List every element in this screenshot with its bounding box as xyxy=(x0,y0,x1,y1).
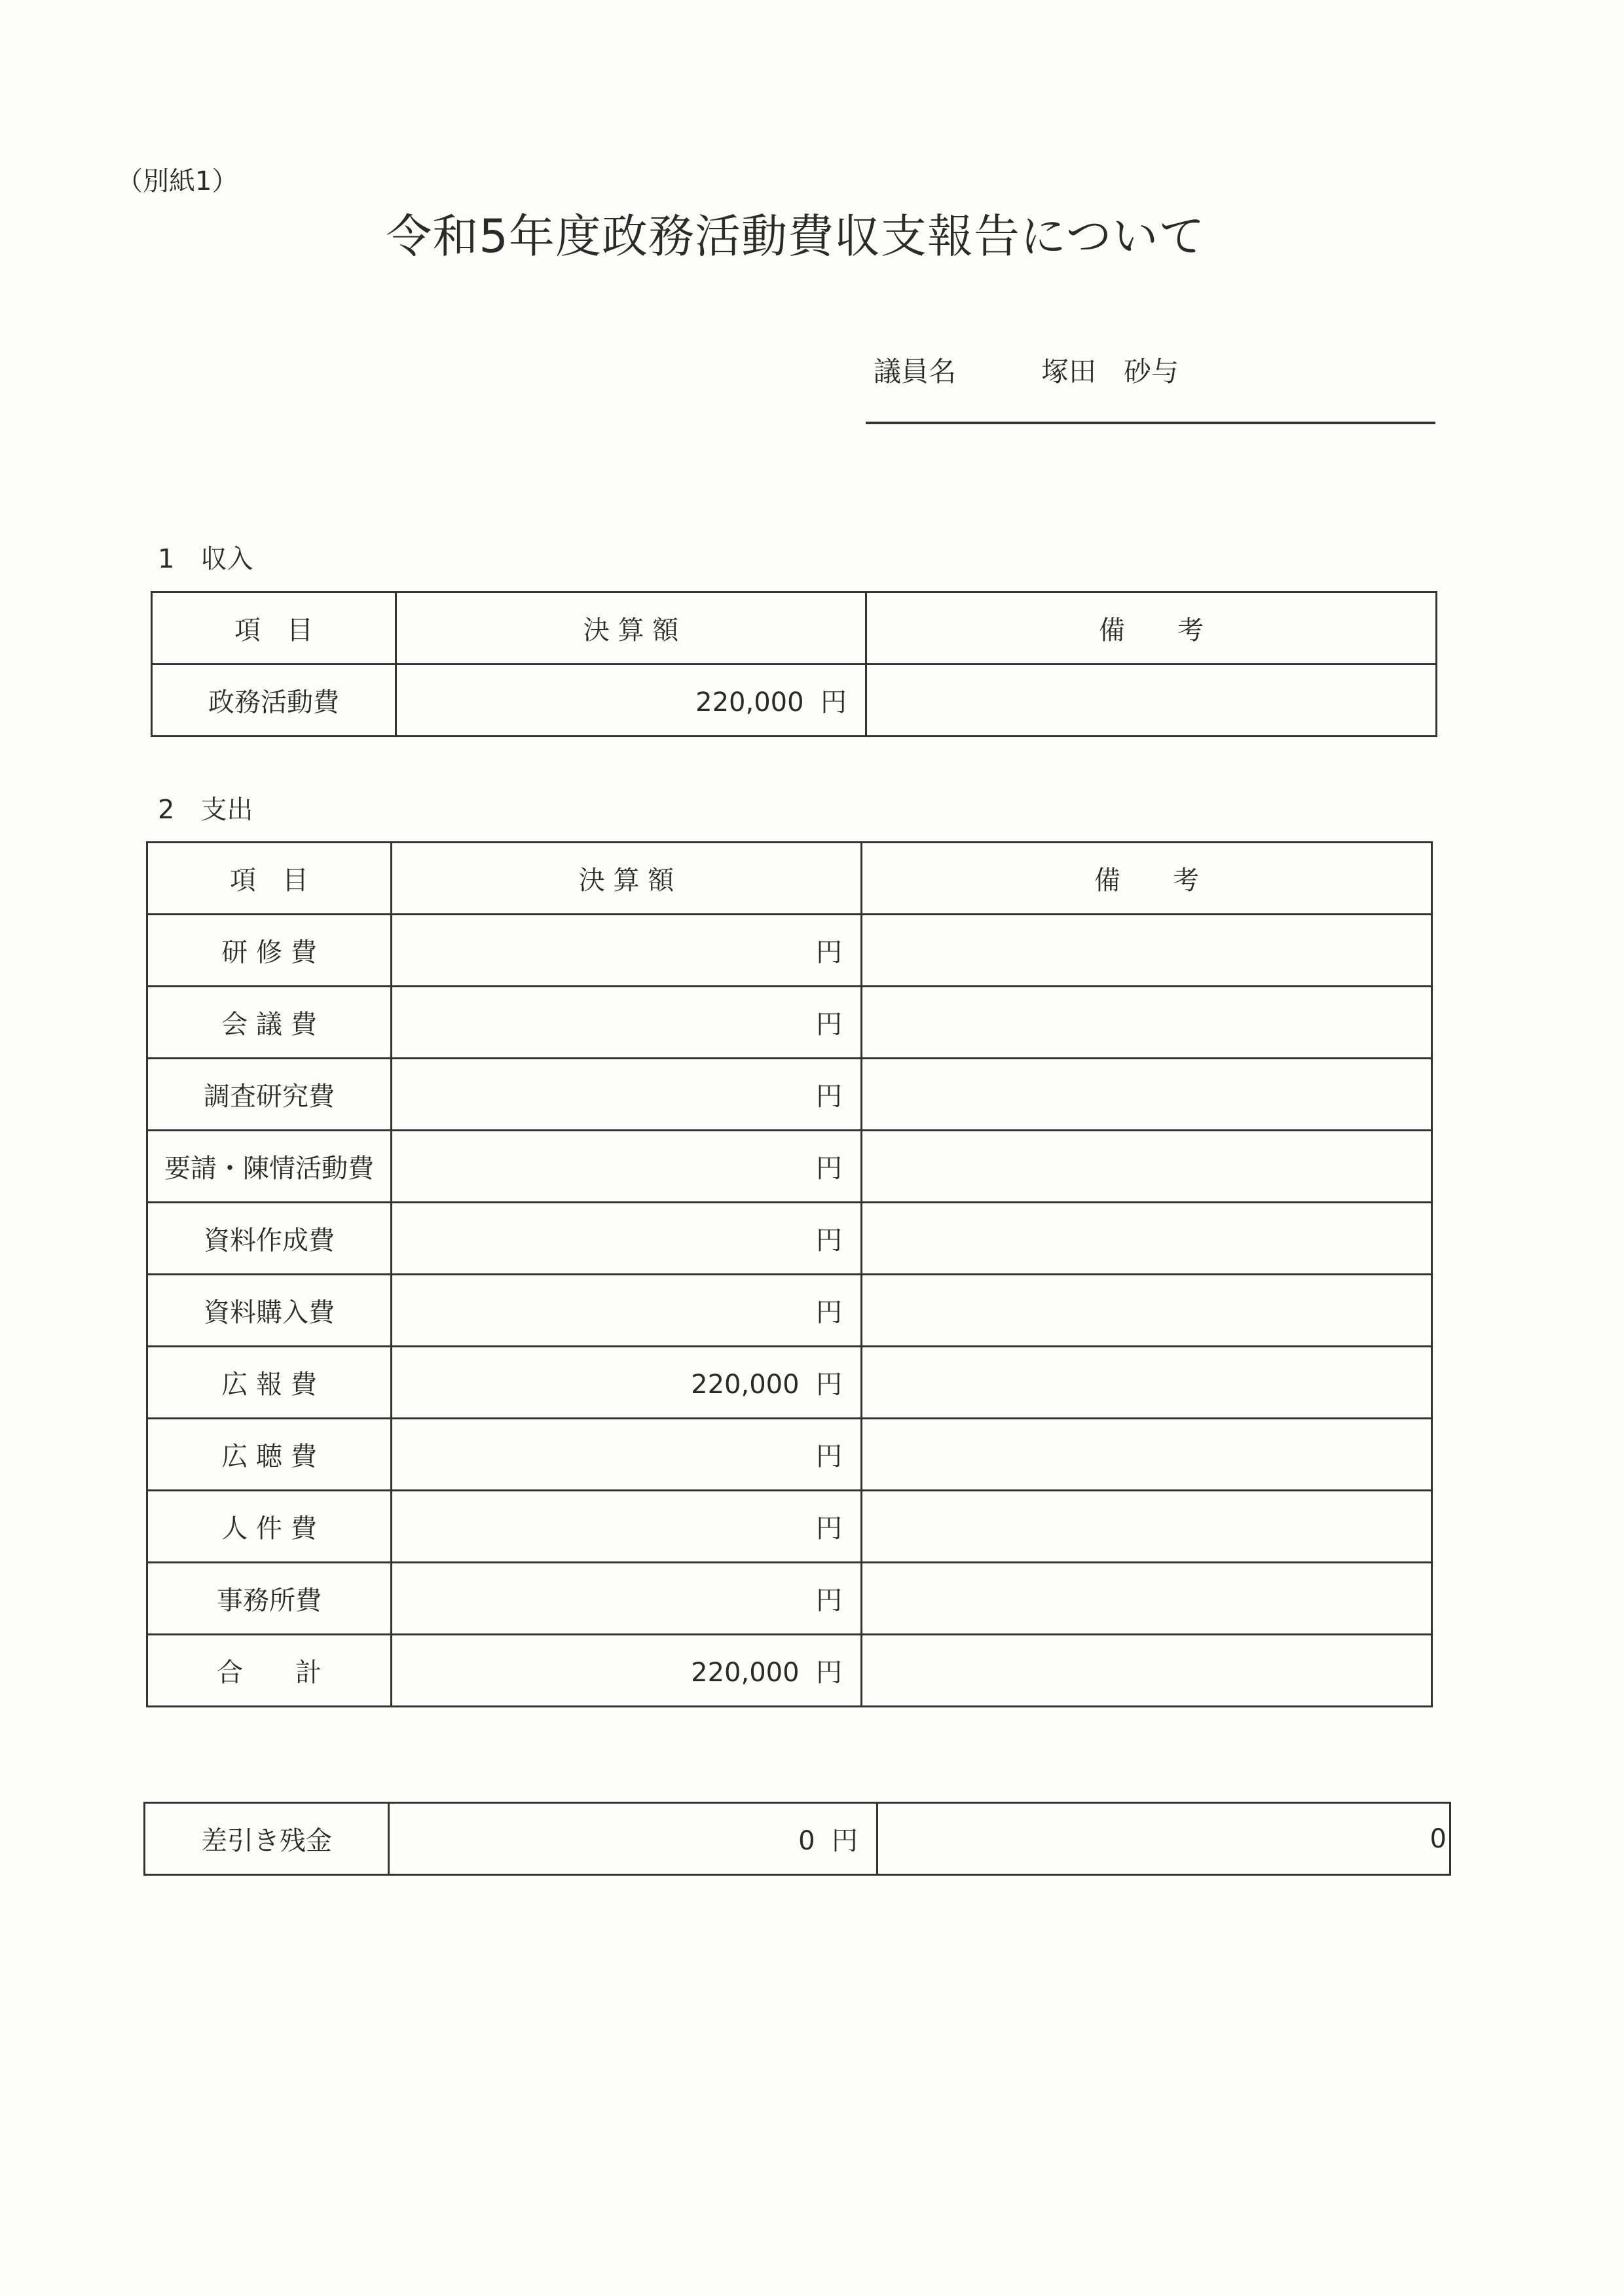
row-note xyxy=(862,987,1432,1059)
row-amount xyxy=(392,987,862,1059)
row-amount xyxy=(392,1275,862,1347)
annex-label: （別紙1） xyxy=(117,166,238,196)
table-row xyxy=(147,1419,1432,1491)
table-row xyxy=(145,1803,1450,1875)
row-note xyxy=(862,1131,1432,1203)
yen-unit: 円 xyxy=(816,1154,842,1184)
row-item: 事務所費 xyxy=(147,1563,392,1635)
row-amount xyxy=(392,915,862,987)
row-item: 人 件 費 xyxy=(147,1491,392,1563)
table-row xyxy=(147,1635,1432,1707)
row-item: 調査研究費 xyxy=(147,1059,392,1131)
row-note xyxy=(866,665,1437,737)
row-item: 政務活動費 xyxy=(152,665,396,737)
expense-section-title: 2 支出 xyxy=(158,795,253,825)
yen-unit: 円 xyxy=(816,1370,842,1400)
amount-value: 220,000 xyxy=(691,1658,800,1688)
yen-unit: 円 xyxy=(816,1010,842,1040)
row-note xyxy=(862,1563,1432,1635)
balance-amount xyxy=(389,1803,877,1875)
yen-unit: 円 xyxy=(821,687,847,718)
table-row xyxy=(147,1059,1432,1131)
table-row xyxy=(147,1275,1432,1347)
yen-unit: 円 xyxy=(816,1298,842,1328)
row-note xyxy=(862,1203,1432,1275)
header-item: 項 目 xyxy=(147,843,392,915)
row-item: 会 議 費 xyxy=(147,987,392,1059)
row-item: 資料作成費 xyxy=(147,1203,392,1275)
row-amount xyxy=(392,1563,862,1635)
table-header xyxy=(147,843,1432,915)
header-note: 備 考 xyxy=(862,843,1432,915)
table-header xyxy=(152,592,1437,665)
amount-value: 220,000 xyxy=(695,687,804,718)
header-note: 備 考 xyxy=(866,592,1437,665)
balance-item: 差引き残金 xyxy=(145,1803,389,1875)
amount-value: 220,000 xyxy=(691,1370,800,1400)
row-item: 資料購入費 xyxy=(147,1275,392,1347)
table-row xyxy=(147,987,1432,1059)
balance-note: 0 xyxy=(877,1803,1450,1875)
member-label: 議員名 xyxy=(874,355,957,388)
row-item: 合 計 xyxy=(147,1635,392,1707)
yen-unit: 円 xyxy=(816,1226,842,1256)
table-row xyxy=(152,665,1437,737)
header-amount: 決 算 額 xyxy=(392,843,862,915)
income-table xyxy=(151,591,1437,737)
table-row xyxy=(147,1203,1432,1275)
row-amount xyxy=(392,1131,862,1203)
row-note xyxy=(862,1347,1432,1419)
yen-unit: 円 xyxy=(816,938,842,968)
row-note xyxy=(862,1059,1432,1131)
table-row xyxy=(147,1563,1432,1635)
row-note xyxy=(862,915,1432,987)
expense-table xyxy=(146,841,1433,1707)
row-amount xyxy=(392,1347,862,1419)
yen-unit: 円 xyxy=(816,1442,842,1472)
row-item: 研 修 費 xyxy=(147,915,392,987)
table-row xyxy=(147,1131,1432,1203)
table-row xyxy=(147,1491,1432,1563)
amount-value: 0 xyxy=(798,1826,815,1856)
row-amount xyxy=(396,665,866,737)
table-row xyxy=(147,1347,1432,1419)
member-underline xyxy=(866,422,1435,424)
yen-unit: 円 xyxy=(832,1826,858,1856)
row-amount xyxy=(392,1491,862,1563)
yen-unit: 円 xyxy=(816,1586,842,1616)
row-item: 広 報 費 xyxy=(147,1347,392,1419)
row-note xyxy=(862,1275,1432,1347)
income-section-title: 1 収入 xyxy=(158,544,253,574)
row-amount xyxy=(392,1419,862,1491)
row-amount xyxy=(392,1635,862,1707)
header-item: 項 目 xyxy=(152,592,396,665)
yen-unit: 円 xyxy=(816,1514,842,1544)
yen-unit: 円 xyxy=(816,1658,842,1688)
row-amount xyxy=(392,1203,862,1275)
row-item: 要請・陳情活動費 xyxy=(147,1131,392,1203)
row-note xyxy=(862,1419,1432,1491)
member-name: 塚田 砂与 xyxy=(1041,355,1179,388)
header-amount: 決 算 額 xyxy=(396,592,866,665)
yen-unit: 円 xyxy=(816,1082,842,1112)
page-title: 令和5年度政務活動費収支報告について xyxy=(386,210,1206,263)
row-note xyxy=(862,1635,1432,1707)
balance-table xyxy=(143,1802,1451,1876)
row-note xyxy=(862,1491,1432,1563)
row-item: 広 聴 費 xyxy=(147,1419,392,1491)
row-amount xyxy=(392,1059,862,1131)
table-row xyxy=(147,915,1432,987)
